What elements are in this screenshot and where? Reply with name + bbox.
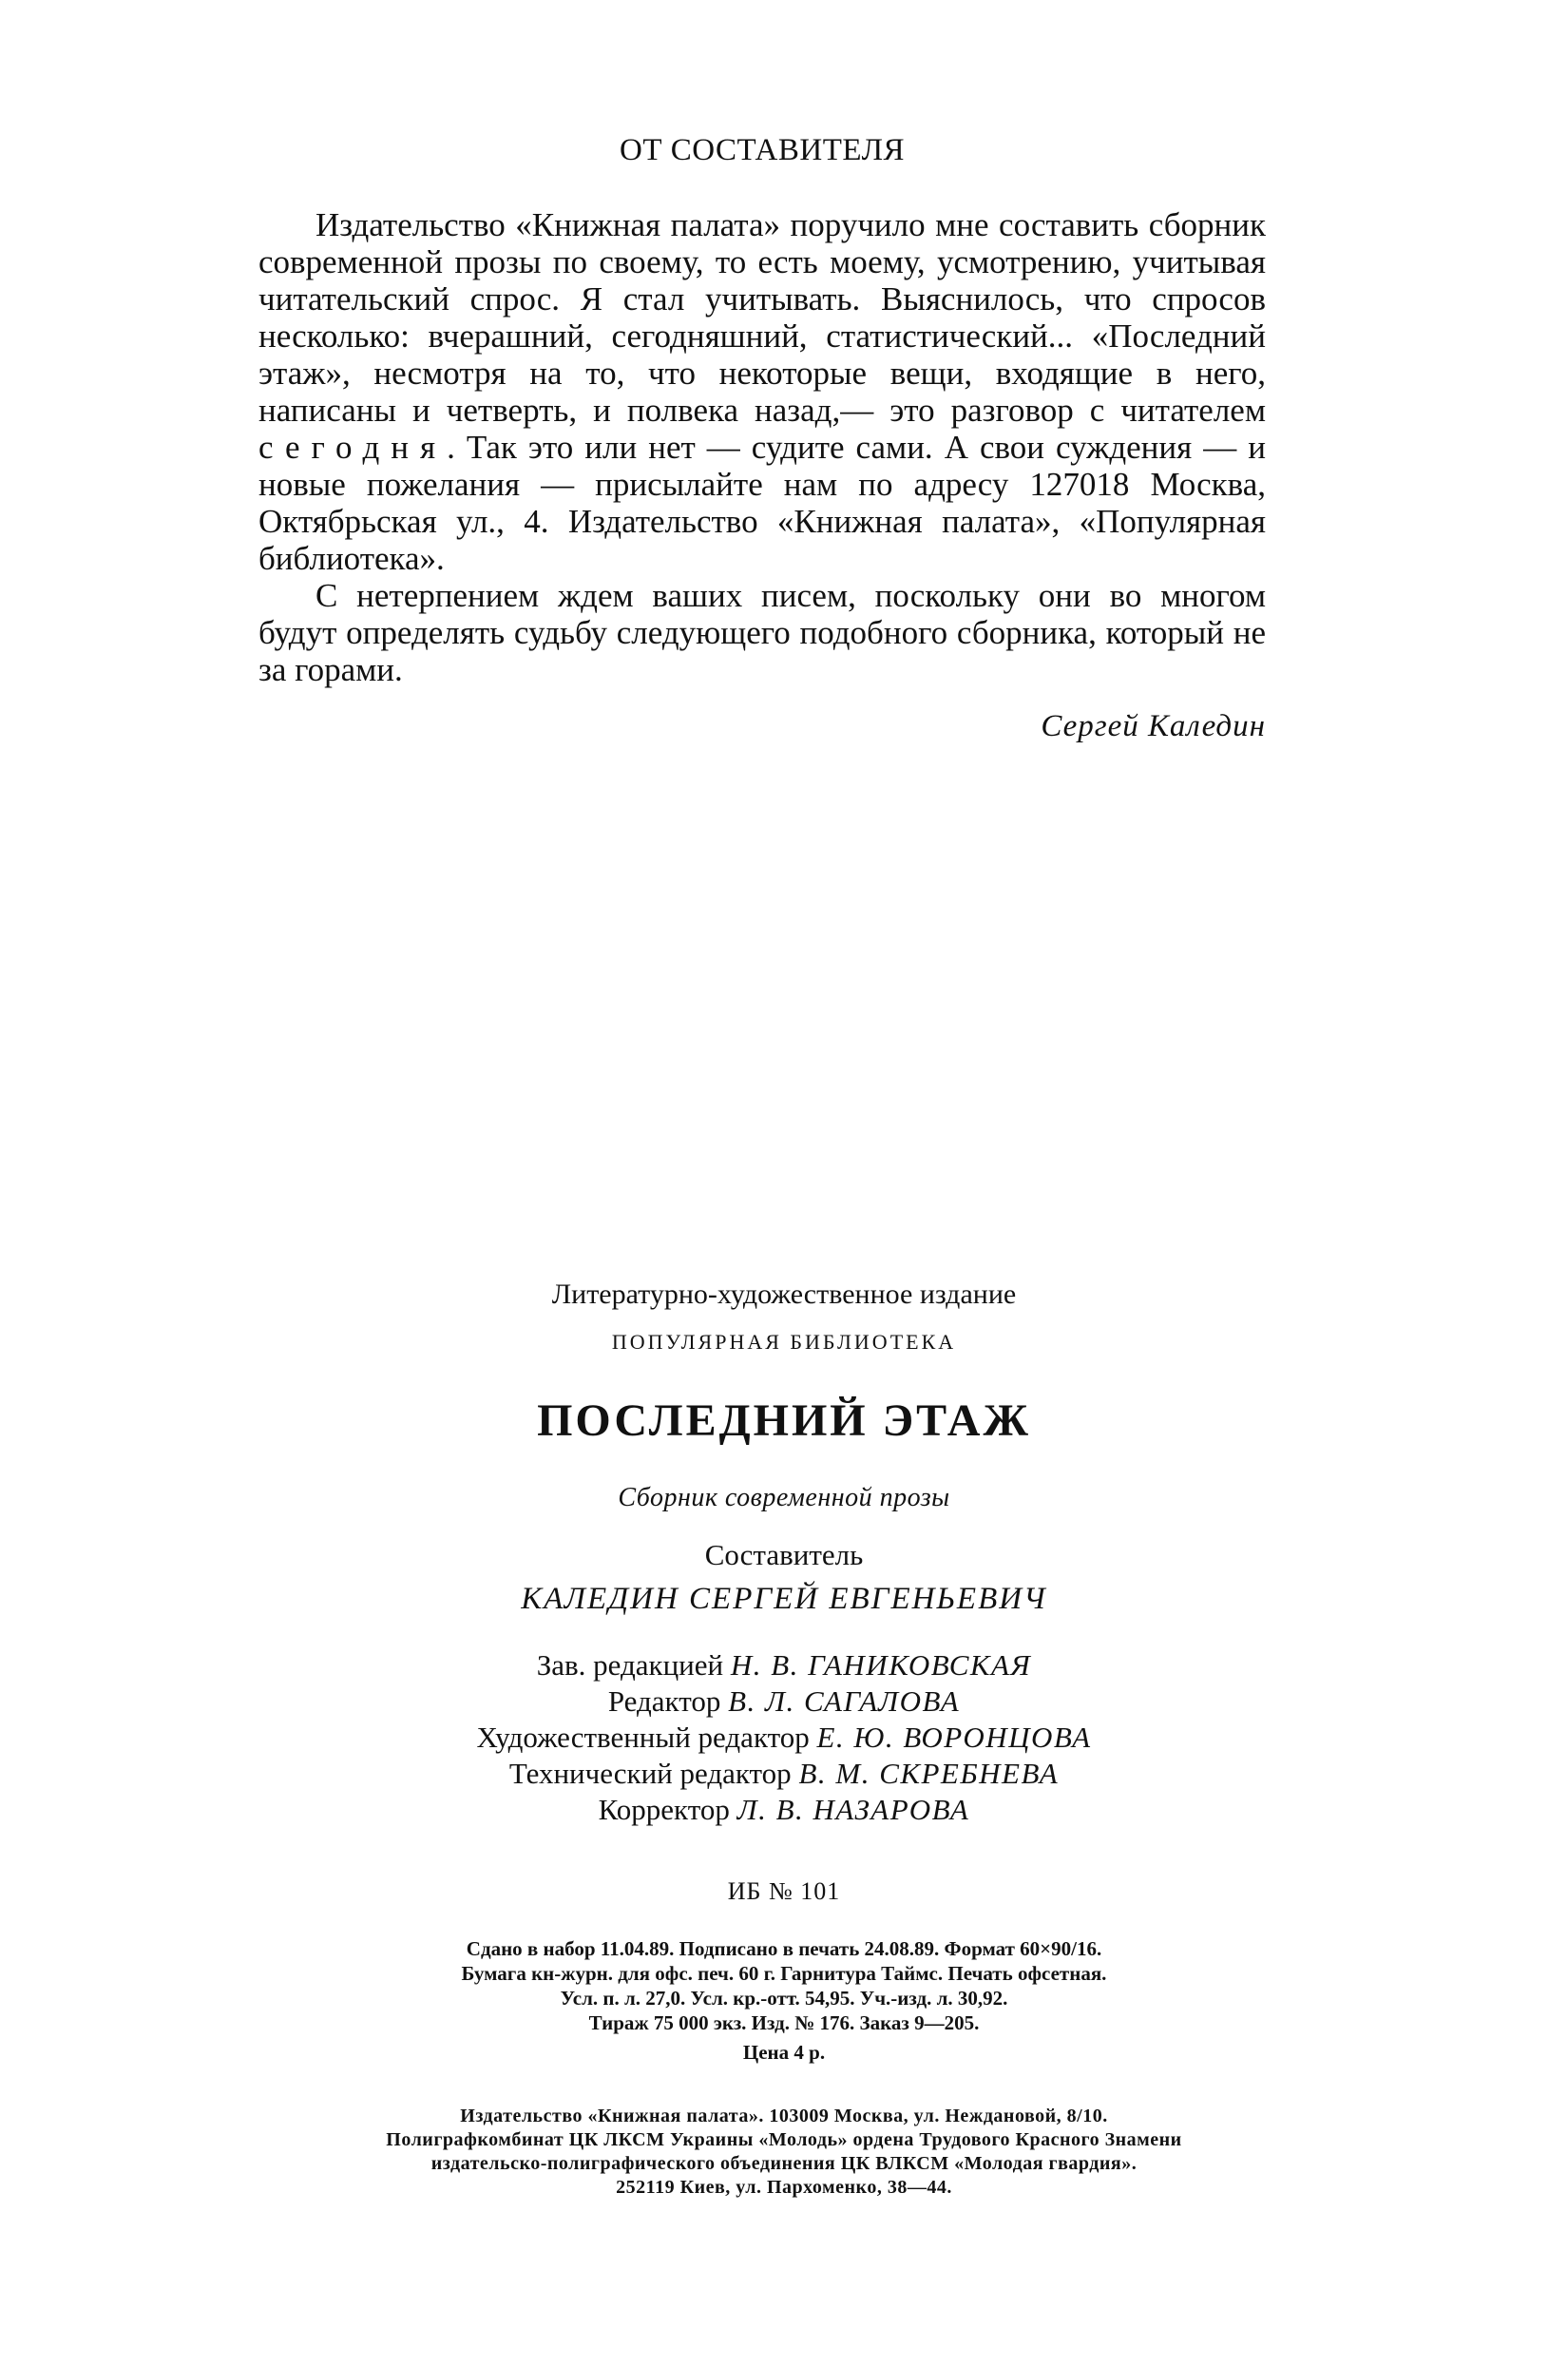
foreword-paragraph-1-start: Издательство «Книжная палата» поручило мне составить сборник современной прозы по своему, то есть моему, усмотрению, учитывая читательский спрос. Я стал учитывать. Выяснилось, что спросов несколько: вчерашний, сегодняшний, статистический... «Последний этаж», несмотря на то, что некоторые вещи, входящие в него, написаны и четверть, и полвека назад,— это разговор с читателем <box>258 206 1266 429</box>
credit-line <box>0 1647 1568 1683</box>
credit-role: Корректор <box>598 1793 730 1826</box>
foreword-paragraph-1-end: . Так это или нет — судите сами. А свои суждения — и новые пожелания — присылайте нам по адресу 127018 Москва, Октябрьская ул., 4. Издательство «Книжная палата», «Популярная библиотека». <box>258 429 1266 577</box>
foreword-signature: Сергей Каледин <box>1041 709 1266 743</box>
credits-list <box>0 1647 1568 1828</box>
foreword-section <box>258 133 1266 744</box>
printing-detail-line: Тираж 75 000 экз. Изд. № 176. Заказ 9—205. <box>588 2011 980 2034</box>
compiler-label: Составитель <box>704 1538 864 1571</box>
publisher-info <box>0 2105 1568 2200</box>
printing-detail-line: Сдано в набор 11.04.89. Подписано в печать 24.08.89. Формат 60×90/16. <box>466 1937 1102 1960</box>
publisher-line: издательско-полиграфического объединения ЦК ВЛКСМ «Молодая гвардия». <box>430 2153 1138 2174</box>
publisher-line: Издательство «Книжная палата». 103009 Москва, ул. Неждановой, 8/10. <box>460 2106 1108 2126</box>
price: Цена 4 р. <box>742 2041 826 2064</box>
publisher-line: Полиграфкомбинат ЦК ЛКСМ Украины «Молодь» ордена Трудового Красного Знамени <box>386 2129 1182 2150</box>
credit-role: Редактор <box>607 1684 721 1718</box>
imprint-section <box>0 1279 1568 2200</box>
book-title: ПОСЛЕДНИЙ ЭТАЖ <box>537 1395 1031 1446</box>
credit-line <box>0 1683 1568 1720</box>
series-name: ПОПУЛЯРНАЯ БИБЛИОТЕКА <box>611 1330 957 1354</box>
edition-type: Литературно-художественное издание <box>551 1279 1017 1310</box>
compiler-name: КАЛЕДИН СЕРГЕЙ ЕВГЕНЬЕВИЧ <box>521 1582 1047 1616</box>
printing-detail-line: Бумага кн-журн. для офс. печ. 60 г. Гарнитура Таймс. Печать офсетная. <box>461 1962 1107 1985</box>
credit-person: В. М. СКРЕБНЕВА <box>798 1757 1060 1790</box>
credit-person: В. Л. САГАЛОВА <box>728 1684 961 1718</box>
credit-role: Технический редактор <box>508 1757 792 1790</box>
foreword-paragraph-1 <box>258 206 1266 577</box>
foreword-paragraph-2: С нетерпением ждем ваших писем, поскольку они во многом будут определять судьбу следующего подобного сборника, который не за горами. <box>258 577 1266 688</box>
credit-person: Л. В. НАЗАРОВА <box>736 1793 970 1826</box>
credit-line <box>0 1756 1568 1792</box>
foreword-title: ОТ СОСТАВИТЕЛЯ <box>620 133 905 167</box>
ib-number: ИБ № 101 <box>727 1877 841 1905</box>
credit-role: Зав. редакцией <box>536 1648 724 1682</box>
publisher-line: 252119 Киев, ул. Пархоменко, 38—44. <box>616 2177 952 2198</box>
credit-role: Художественный редактор <box>476 1721 810 1754</box>
credit-line <box>0 1792 1568 1828</box>
printing-details <box>0 1936 1568 2035</box>
credit-line <box>0 1720 1568 1756</box>
printing-detail-line: Усл. п. л. 27,0. Усл. кр.-отт. 54,95. Уч.-изд. л. 30,92. <box>560 1987 1008 2010</box>
foreword-emphasis-word: сегодня <box>258 429 448 466</box>
book-subtitle: Сборник современной прозы <box>618 1483 950 1512</box>
credit-person: Е. Ю. ВОРОНЦОВА <box>816 1721 1092 1754</box>
credit-person: Н. В. ГАНИКОВСКАЯ <box>730 1648 1032 1682</box>
